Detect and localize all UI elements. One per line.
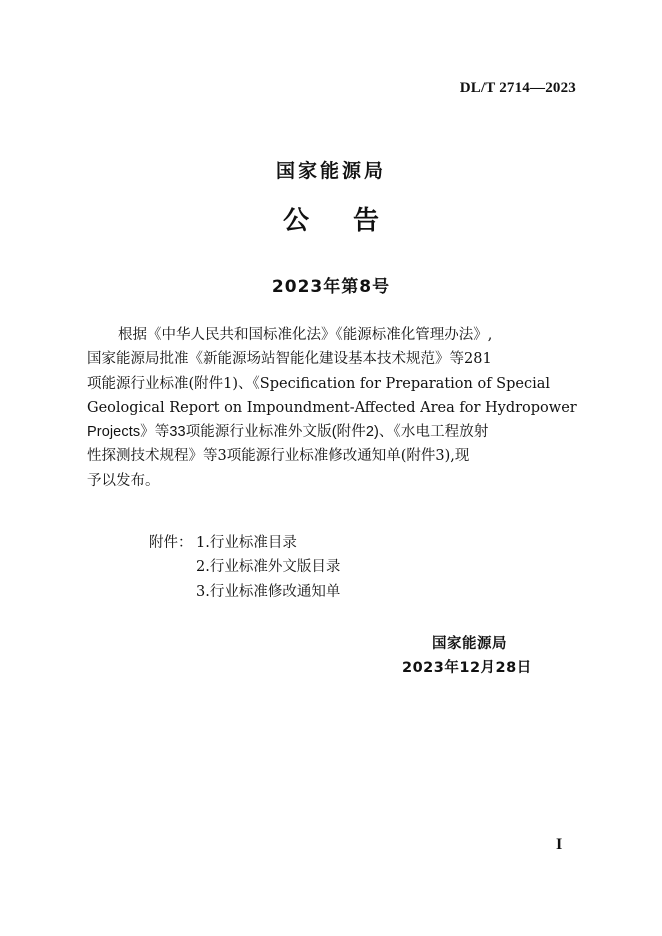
notice-title: 公告: [282, 206, 423, 236]
attachment-item: [149, 555, 340, 579]
signature-date: 2023年12月28日: [402, 660, 532, 676]
body-line: 予以发布。: [87, 472, 160, 489]
body-line: Projects》等33项能源行业标准外文版(附件2)、《水电工程放射: [87, 424, 489, 441]
signature-organization: 国家能源局: [432, 636, 507, 652]
attachment-text: 2.行业标准外文版目录: [196, 559, 341, 576]
attachment-item: [149, 531, 340, 555]
body-line: 根据《中华人民共和国标准化法》《能源标准化管理办法》,: [118, 327, 493, 343]
attachment-text: 3.行业标准修改通知单: [196, 583, 341, 600]
body-line: 性探测技术规程》等3项能源行业标准修改通知单(附件3),现: [87, 448, 470, 465]
body-line: 项能源行业标准(附件1)、《Specification for Preparation of Special: [87, 375, 551, 392]
standard-code: DL/T 2714—2023: [459, 80, 576, 96]
page-number: I: [556, 836, 563, 853]
attachment-text: 1.行业标准目录: [196, 535, 297, 551]
signature-block: [402, 632, 542, 680]
issue-number: 2023年第8号: [271, 277, 391, 297]
body-line: Geological Report on Impoundment-Affected Area for Hydropower: [87, 399, 577, 416]
attachments-label: 附件：: [149, 535, 193, 551]
attachments-list: [149, 531, 340, 604]
body-line: 国家能源局批准《新能源场站智能化建设基本技术规范》等281: [87, 351, 492, 368]
agency-title: 国家能源局: [275, 160, 386, 182]
attachment-item: [149, 580, 340, 604]
announcement-body: [87, 323, 582, 493]
